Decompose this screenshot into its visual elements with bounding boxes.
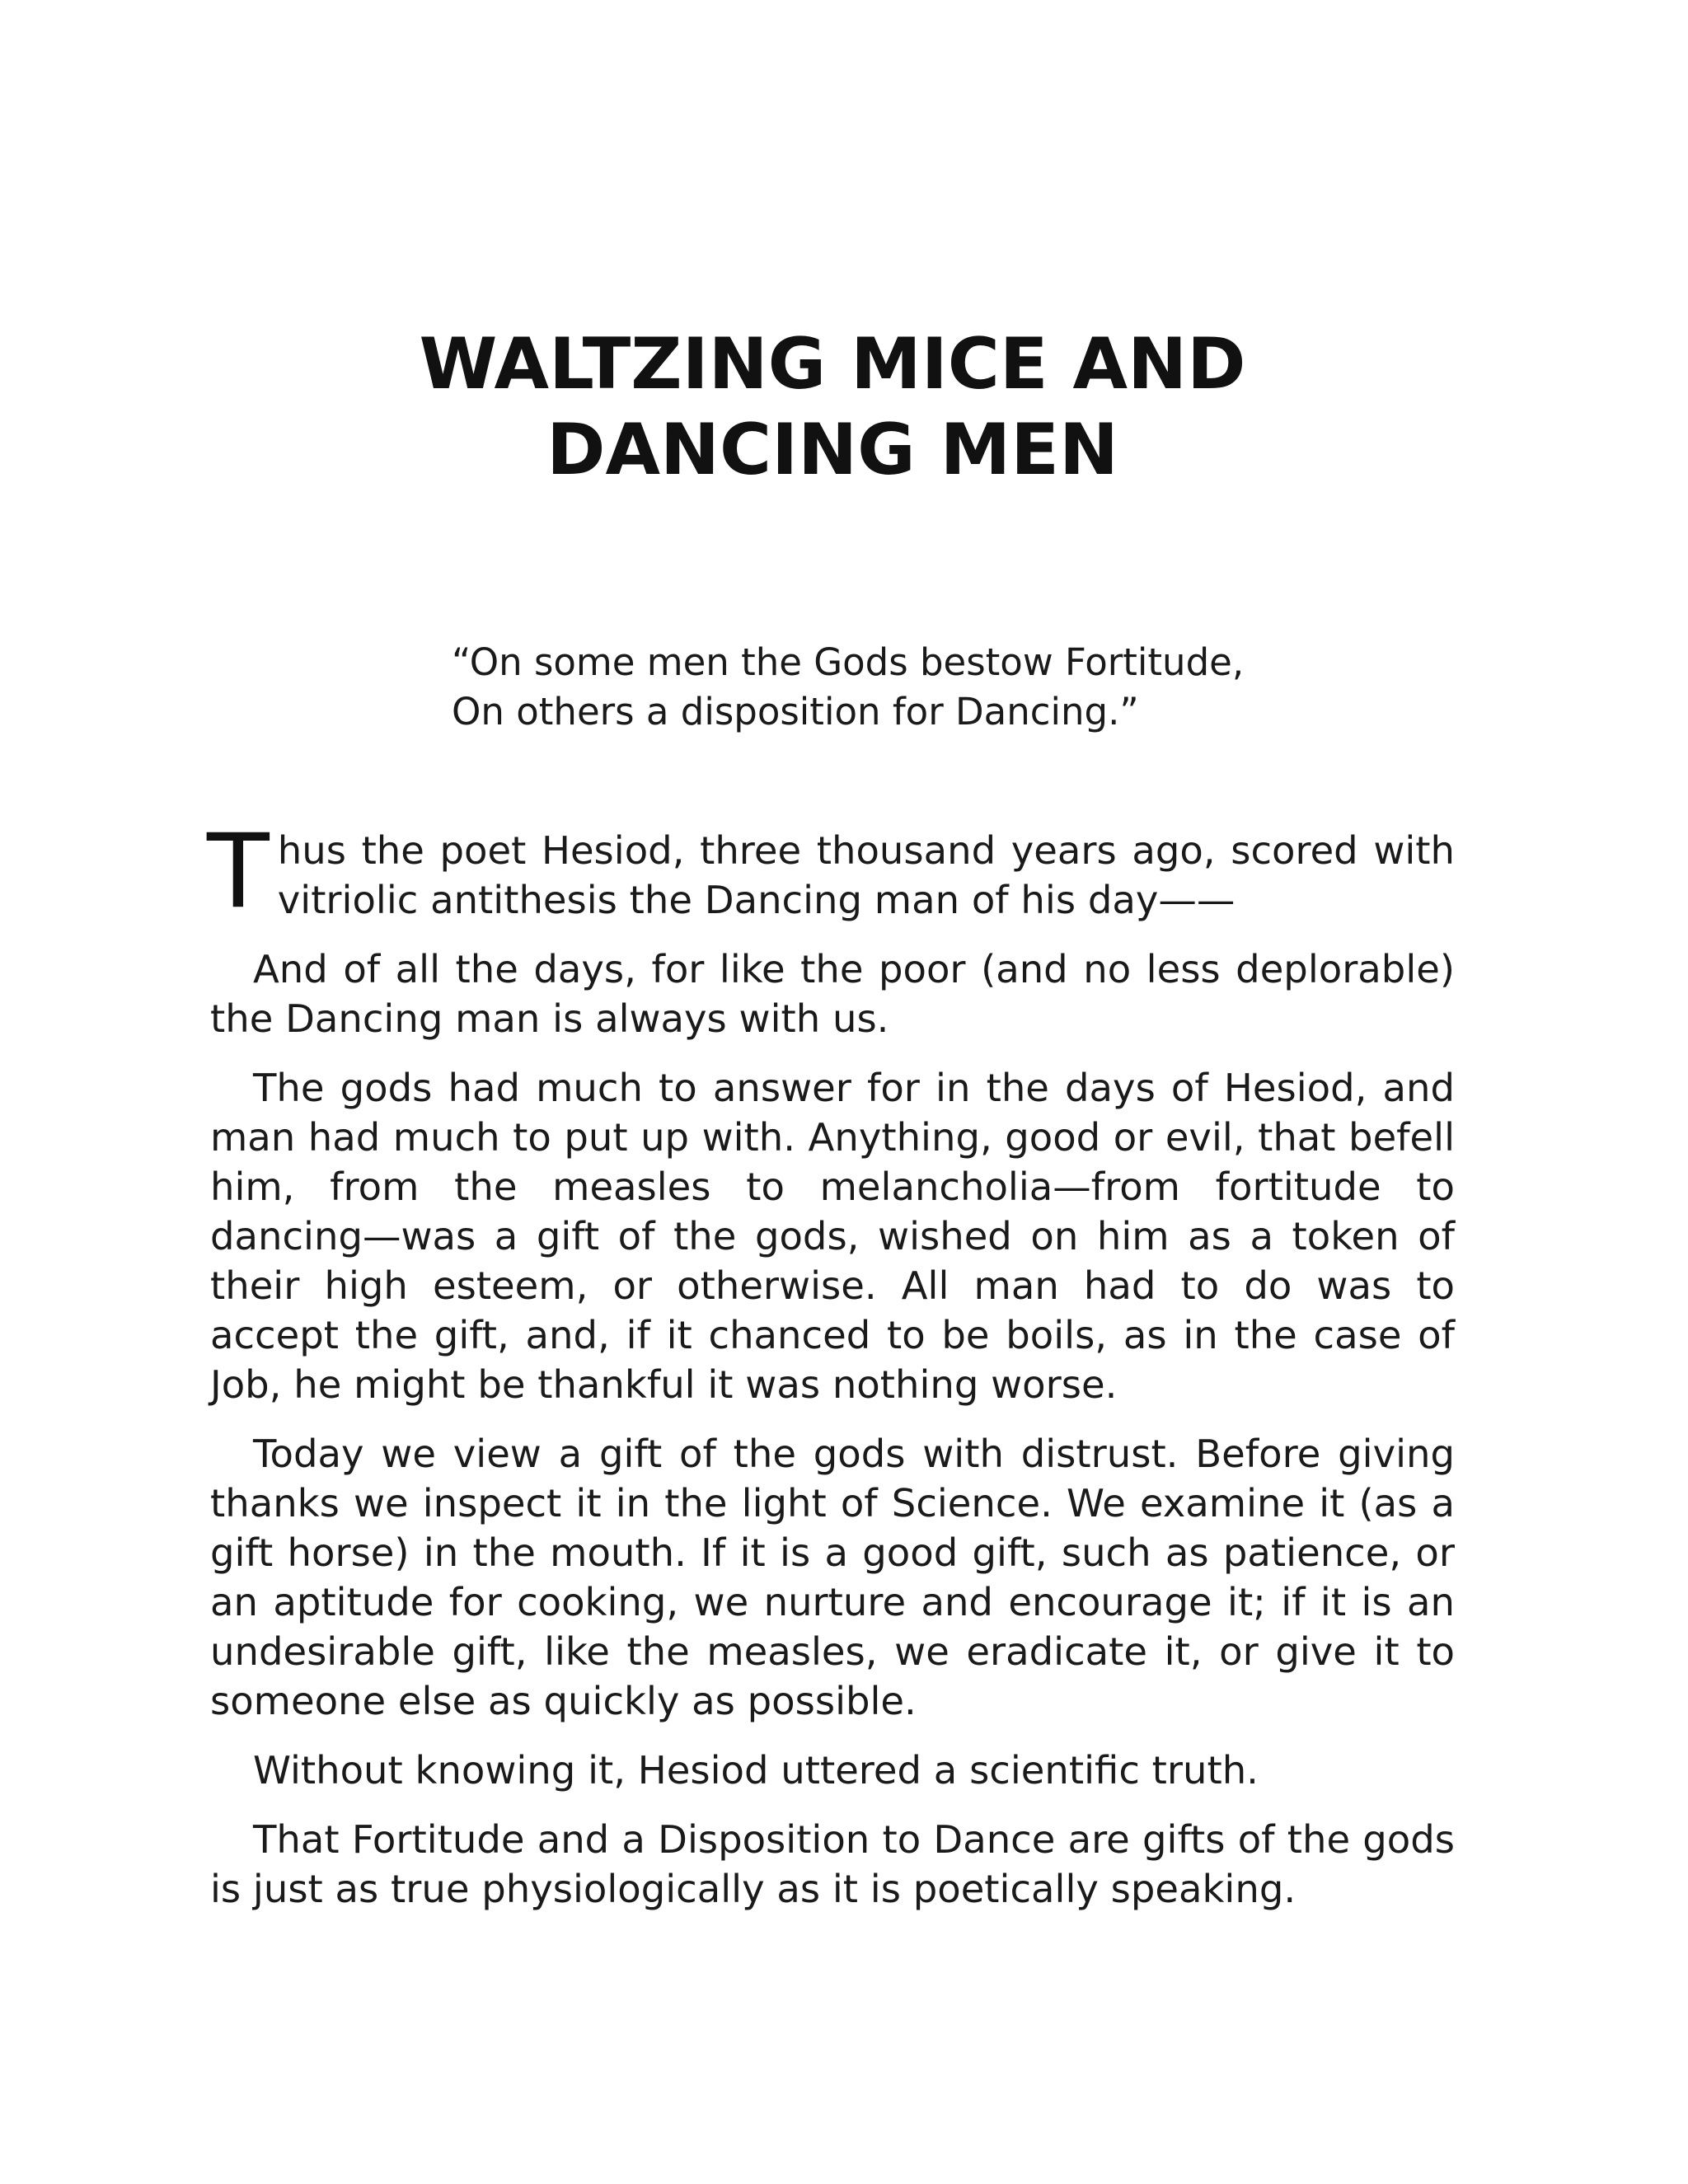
paragraph: Without knowing it, Hesiod uttered a scientific truth. (253, 1748, 1259, 1793)
chapter-title: WALTZING MICE AND DANCING MEN (419, 323, 1246, 491)
book-page (207, 321, 1455, 1933)
body-text (207, 813, 1455, 1914)
paragraph: And of all the days, for like the poor (and no less deplorable) the Dancing man is always with us. (210, 947, 1455, 1041)
paragraph: The gods had much to answer for in the days of Hesiod, and man had much to put up with. Anything, good or evil, that befell him, from the measles to melancholia—from fortitude to dancing—was a gift of the gods, wished on him as a token of their high esteem, or otherwise. All man had to do was to accept the gift, and, if it chanced to be boils, as in the case of Job, he might be thankful it was nothing worse. (210, 1066, 1455, 1407)
paragraph: That Fortitude and a Disposition to Dance are gifts of the gods is just as true physiologically as it is poetically speaking. (210, 1817, 1455, 1911)
epigraph-line: “On some men the Gods bestow Fortitude, (452, 640, 1245, 684)
paragraph-text: hus the poet Hesiod, three thousand years ago, scored with vitriolic antithesis the Dancing man of his day—— (277, 828, 1455, 922)
epigraph (452, 638, 1455, 737)
epigraph-line: On others a disposition for Dancing.” (452, 690, 1139, 733)
paragraph (207, 813, 1455, 931)
drop-cap: T (207, 813, 270, 931)
paragraph: Today we view a gift of the gods with distrust. Before giving thanks we inspect it in the light of Science. We examine it (as a gift horse) in the mouth. If it is a good gift, such as patience, or an aptitude for cooking, we nurture and encourage it; if it is an undesirable gift, like the measles, we eradicate it, or give it to someone else as quickly as possible. (210, 1432, 1455, 1723)
